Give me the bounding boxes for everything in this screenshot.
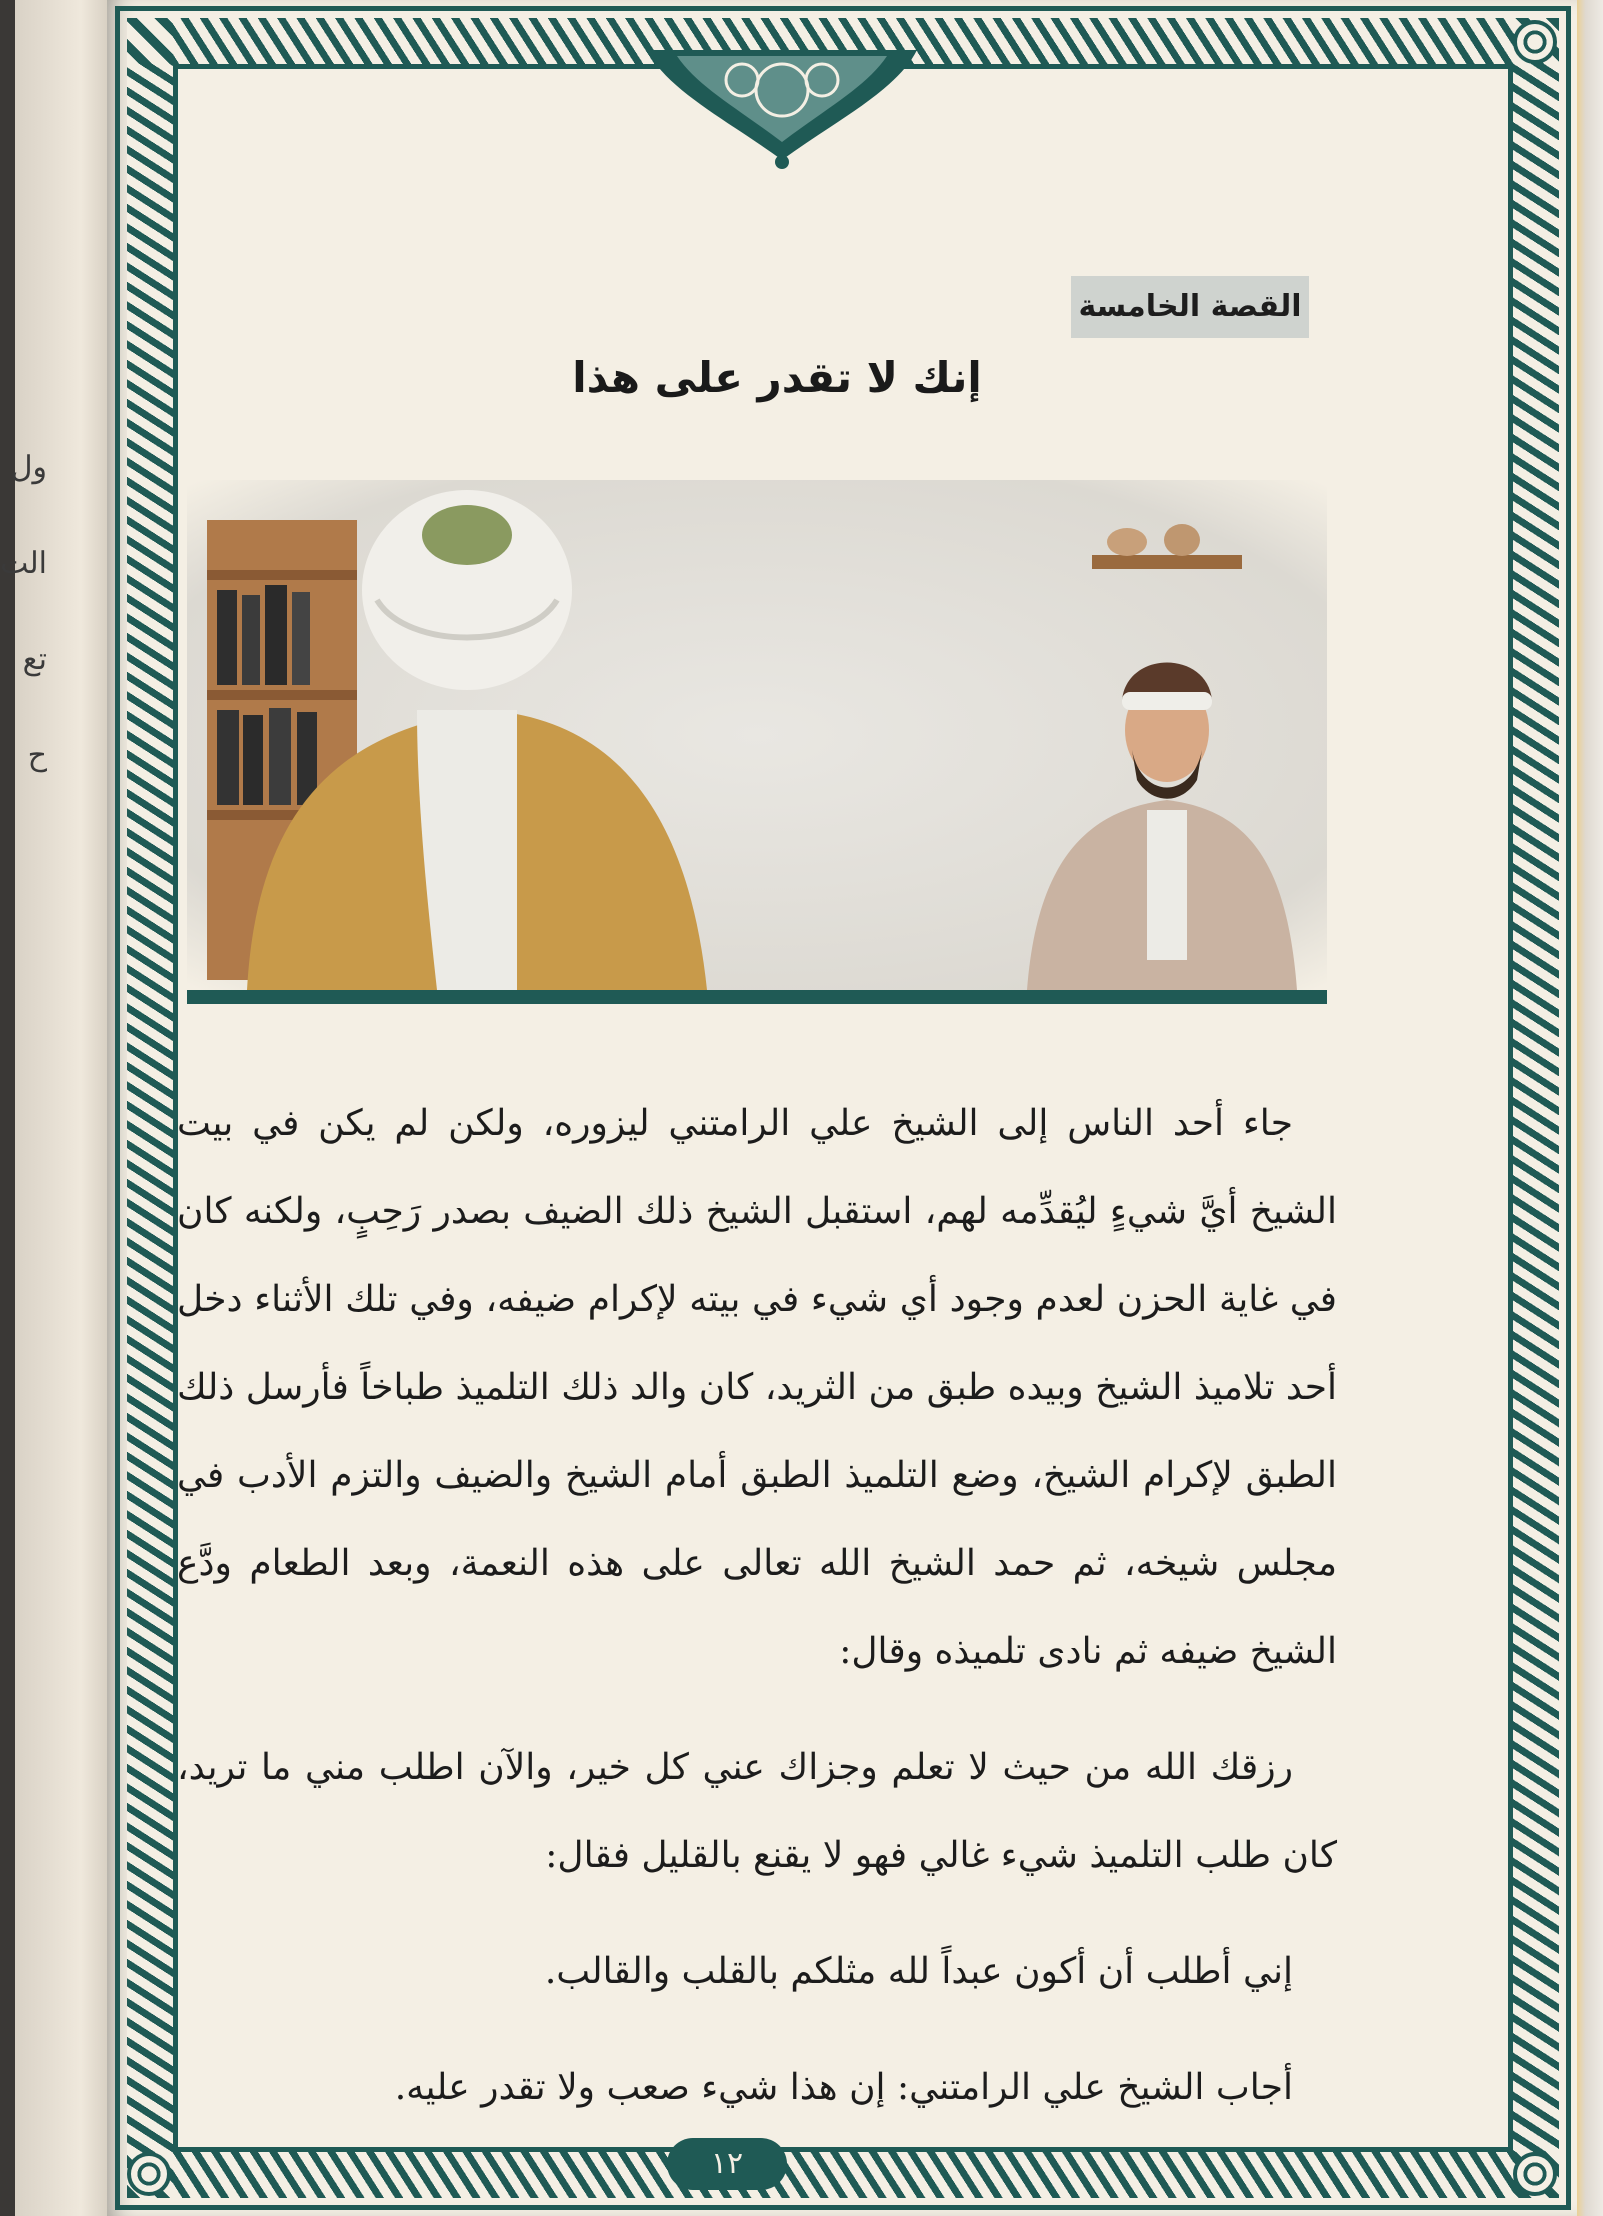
illustration-divider (187, 990, 1327, 1004)
story-body (177, 1080, 1337, 2132)
left-page-text-fragments (0, 420, 47, 804)
left-fragment: ول (10, 450, 47, 485)
illustration-sheikh-and-student (187, 480, 1327, 990)
book-page (107, 0, 1577, 2216)
corner-rosette-icon (1513, 2152, 1557, 2196)
left-fragment: الت (0, 546, 47, 581)
left-fragment: ح (27, 738, 47, 773)
paragraph: جاء أحد الناس إلى الشيخ علي الرامتني ليزوره، ولكن لم يكن في بيت الشيخ أيَّ شيءٍ ليُقدِّمه لهم، استقبل الشيخ ذلك الضيف بصدر رَحِبٍ، ولكنه كان في غاية الحزن لعدم وجود أي شيء في بيته لإكرام ضيفه، وفي تلك الأثناء دخل أحد تلاميذ الشيخ وبيده طبق من الثريد، كان والد ذلك التلميذ طباخاً فأرسل ذلك الطبق لإكرام الشيخ، وضع التلميذ الطبق أمام الشيخ والضيف والتزم الأدب في مجلس شيخه، ثم حمد الشيخ الله تعالى على هذه النعمة، وبعد الطعام ودَّع الشيخ ضيفه ثم نادى تلميذه وقال: (177, 1103, 1337, 1672)
paragraph: رزقك الله من حيث لا تعلم وجزاك عني كل خير، والآن اطلب مني ما تريد، كان طلب التلميذ شيء غالي فهو لا يقنع بالقليل فقال: (177, 1747, 1337, 1876)
left-fragment: تع (22, 642, 47, 677)
corner-rosette-icon (127, 2152, 171, 2196)
page-number: ١٢ (667, 2138, 787, 2190)
story-number-label: القصة الخامسة (1071, 276, 1309, 338)
corner-rosette-icon (1513, 20, 1557, 64)
paragraph: أجاب الشيخ علي الرامتني: إن هذا شيء صعب ولا تقدر عليه. (394, 2067, 1293, 2108)
top-ornament-icon (647, 50, 917, 170)
story-title: إنك لا تقدر على هذا (572, 353, 982, 402)
paragraph: إني أطلب أن أكون عبداً لله مثلكم بالقلب والقالب. (544, 1951, 1293, 1992)
